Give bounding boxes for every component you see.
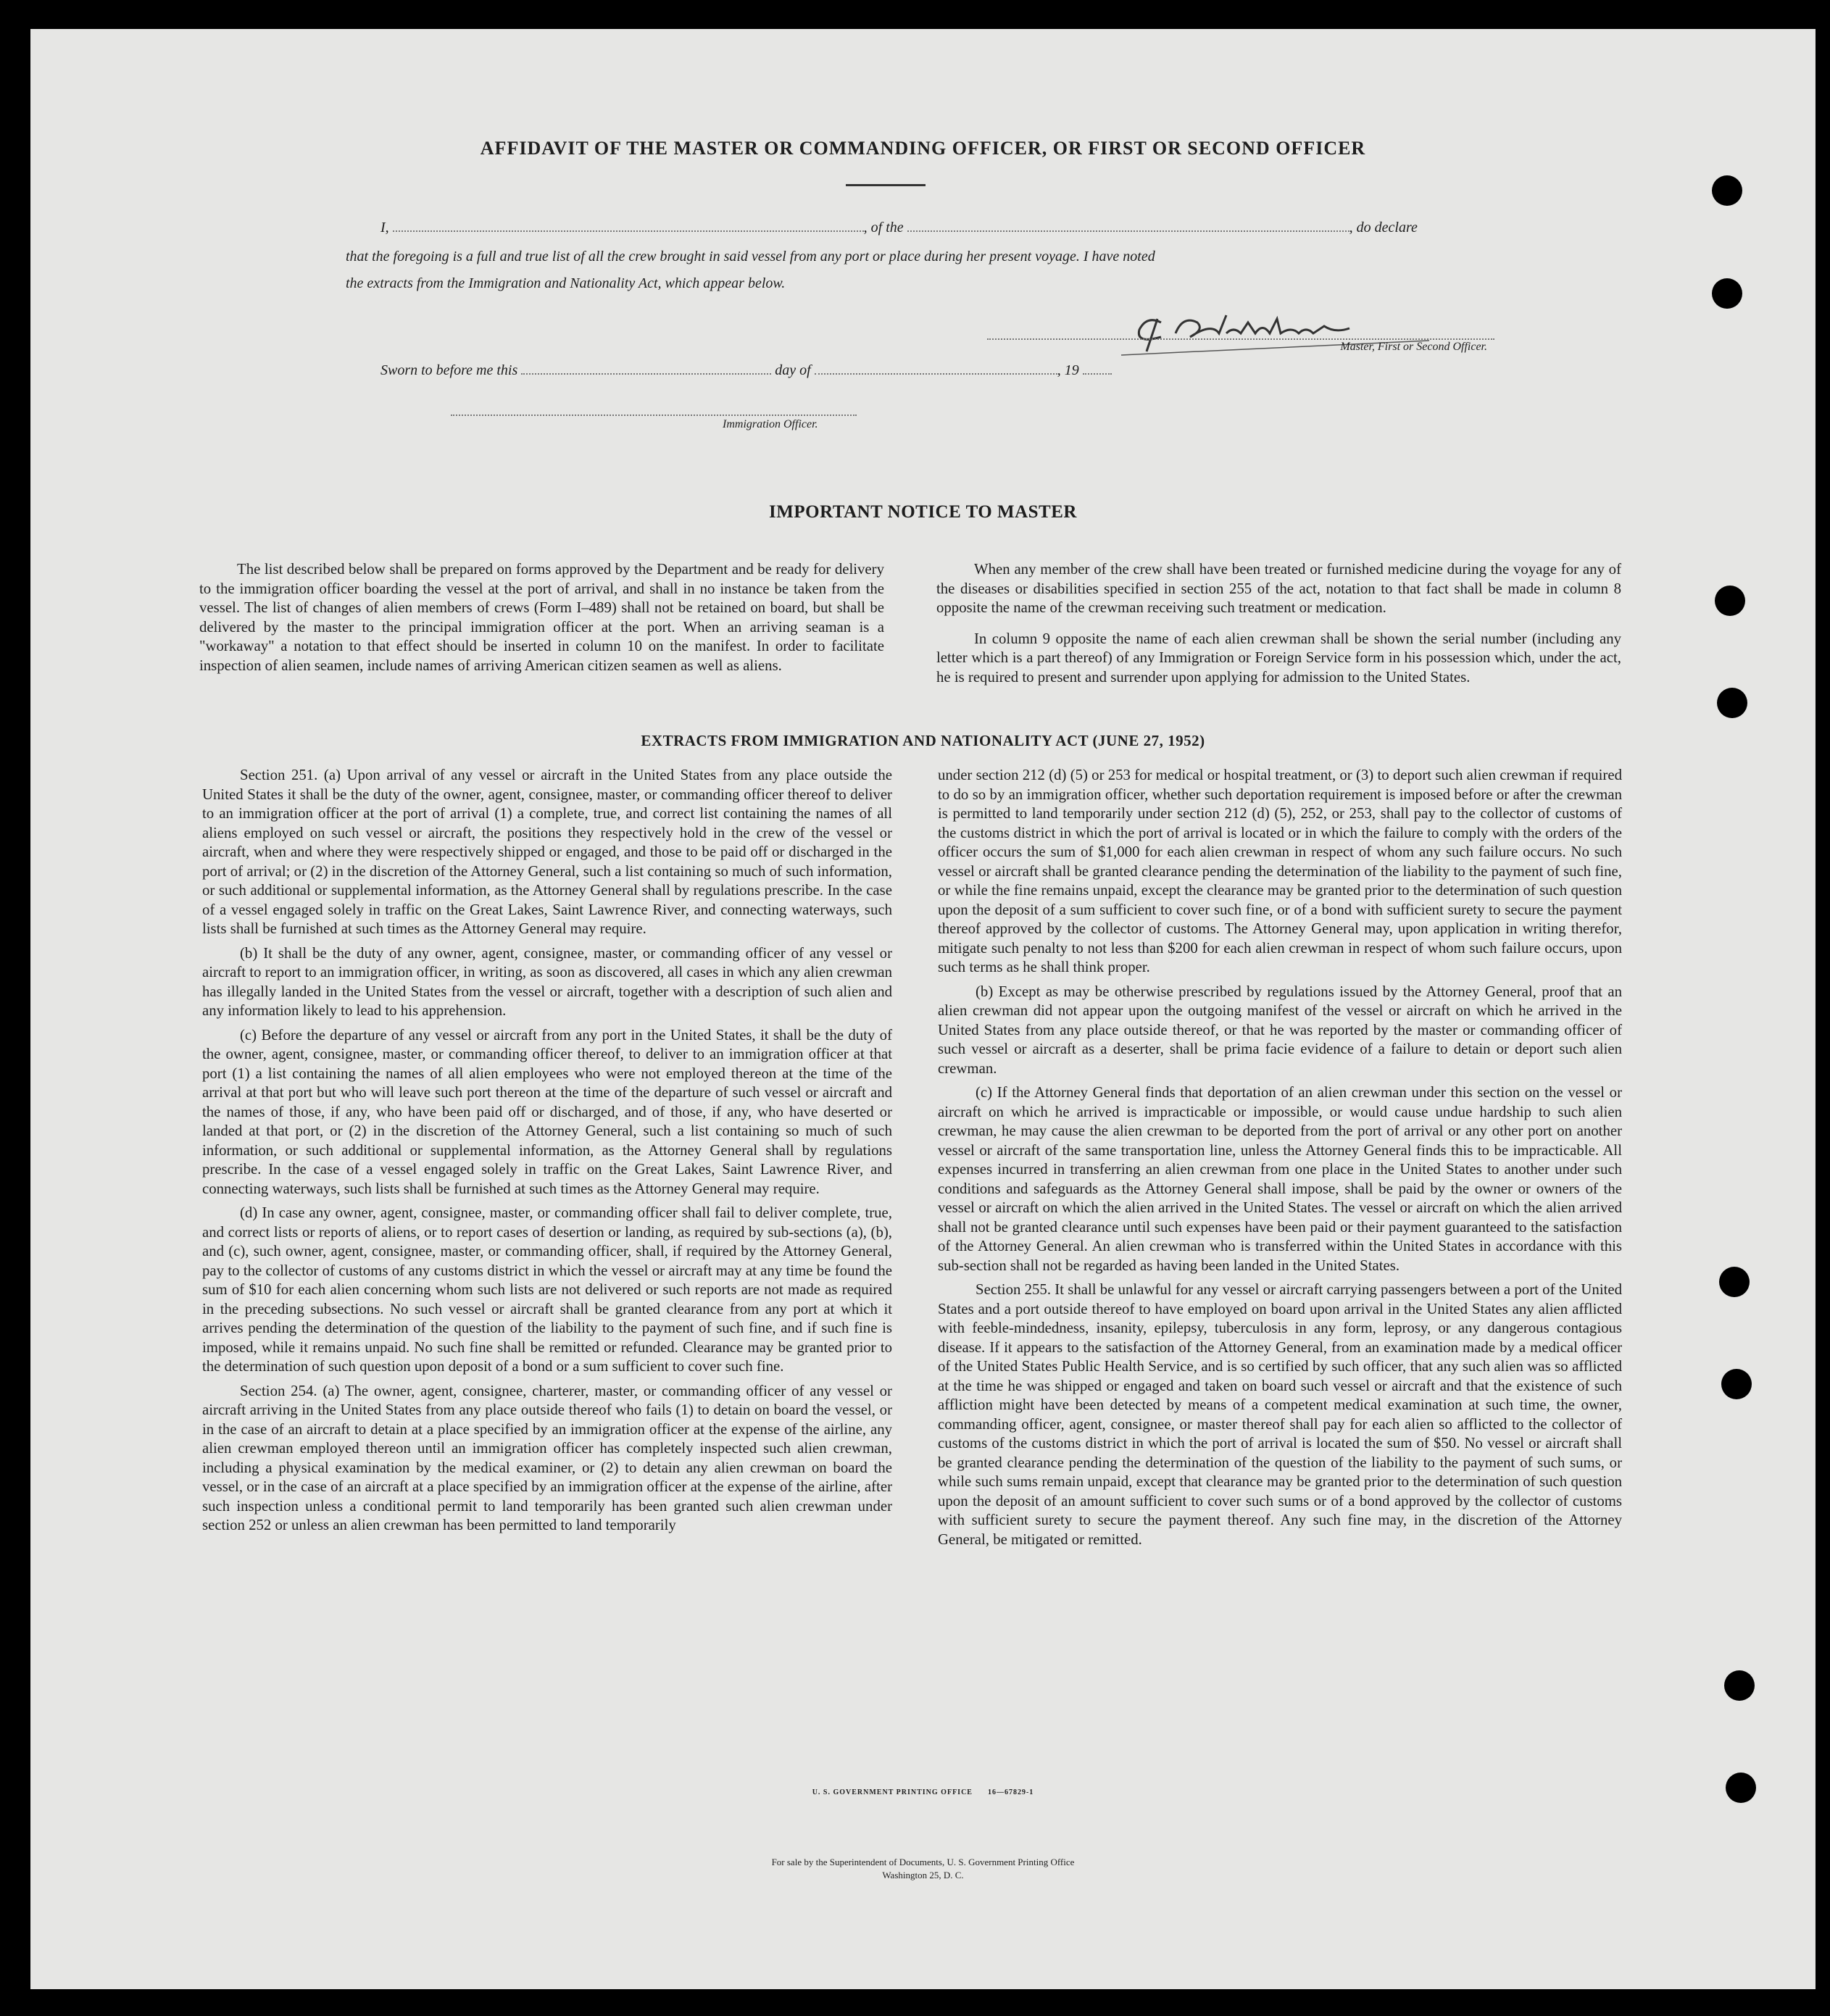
declaration-line-3: the extracts from the Immigration and Nationality Act, which appear below. <box>346 275 786 291</box>
officer-caption: Immigration Officer. <box>723 418 818 430</box>
extracts-right-column <box>938 766 1622 1554</box>
title-rule <box>846 184 926 186</box>
binder-hole-7 <box>1724 1670 1755 1701</box>
binder-hole-1 <box>1712 175 1742 206</box>
notice-right <box>936 560 1621 692</box>
declaration-line-2: that the foregoing is a full and true list of all the crew brought in said vessel from any port or place during her present voyage. I have noted <box>346 249 1155 265</box>
declaration-do-declare: , do declare <box>1349 220 1418 236</box>
declaration-line-1 <box>380 220 1493 236</box>
sworn-text: Sworn to before me this <box>380 362 518 378</box>
printer-imprint: U. S. GOVERNMENT PRINTING OFFICE 16—67829-1 <box>812 1788 1034 1796</box>
section-254-a-continued: under section 212 (d) (5) or 253 for medical or hospital treatment, or (3) to deport such alien crewman if required to do so by an immigration officer, whether such deportation requirement is imposed before or after the crewman is permitted to land temporarily under section 212 (d) (5), 252, or 253, shall pay to the collector of customs of the customs district in which the port of arrival is located or in which the failure to comply with the orders of the officer occurs the sum of $1,000 for each alien crewman in respect of whom any such failure occurs. No such vessel or aircraft shall be granted clearance pending the determination of the liability to the payment of such fine, or while the fine remains unpaid, except the clearance may be granted prior to the determination of such question upon the deposit of a sum sufficient to cover such fine, or of a bond with sufficient surety to secure the payment thereof approved by the collector of customs. The Attorney General may, upon application in writing therefor, mitigate such penalty to not less than $200 for each alien crewman in respect of whom such failure occurs, upon such terms as he shall think proper. <box>938 767 1622 975</box>
section-254-c: (c) If the Attorney General finds that deportation of an alien crewman under this section on the vessel or aircraft on which he arrived is impracticable or impossible, or would cause undue hardship to such alien crewman, he may cause the alien crewman to be deported from the port of arrival or any other port on another vessel or aircraft of the same transportation line, unless the Attorney General finds this to be impracticable. All expenses incurred in transferring an alien crewman from one place in the United States to another under such conditions and safeguards as the Attorney General shall impose, shall be paid by the owner or owners of the vessel or aircraft on which the alien arrived in the United States. The vessel or aircraft on which the alien arrived shall not be granted clearance until such expenses have been paid or their payment guaranteed to the satisfaction of the Attorney General. An alien crewman who is transferred within the United States in accordance with this sub-section shall not be regarded as having been landed in the United States. <box>938 1084 1622 1274</box>
sworn-date-blank <box>521 373 771 375</box>
extracts-left-column <box>202 766 892 1541</box>
section-251-c: (c) Before the departure of any vessel or aircraft from any port in the United States, it shall be the duty of the owner, agent, consignee, master, or commanding officer thereof, to deliver to an immigration officer at that port (1) a list containing the names of all alien employees who were not employed thereon at the time of the arrival at that port but who will leave such port thereon at the time of the departure of such vessel or aircraft and the names of those, if any, who have been paid off or discharged, and of those, if any, who have deserted or landed at that port, or (2) in the discretion of the Attorney General, such a list containing so much of such information, or such additional or supplemental information, as the Attorney General shall by regulations prescribe. In the case of a vessel engaged solely in traffic on the Great Lakes, Saint Lawrence River, and connecting waterways, such lists shall be furnished at such times as the Attorney General may require. <box>202 1026 892 1197</box>
section-251-d: (d) In case any owner, agent, consignee, master, or commanding officer shall fail to deliver complete, true, and correct lists or reports of aliens, or to report cases of desertion or landing, as required by sub-sections (a), (b), and (c), such owner, agent, consignee, master, or commanding officer, shall, if required by the Attorney General, pay to the collector of customs of any customs district in which the vessel or aircraft may at any time be found the sum of $10 for each alien concerning whom such lists are not delivered or such reports are not made as required in the preceding subsections. No such vessel or aircraft shall be granted clearance from any port at which it arrives pending the determination of the question of the liability to the payment of such fine, and if such fine is imposed, while it remains unpaid. No such fine shall be remitted or refunded. Clearance may be granted prior to the determination of such question upon deposit of a bond or a sum sufficient to cover such fine. <box>202 1204 892 1375</box>
binder-hole-2 <box>1712 278 1742 309</box>
affidavit-title: AFFIDAVIT OF THE MASTER OR COMMANDING OFFICER, OR FIRST OR SECOND OFFICER <box>480 138 1366 159</box>
notice-title: IMPORTANT NOTICE TO MASTER <box>769 502 1077 522</box>
document-page <box>30 29 1816 1989</box>
section-254-b: (b) Except as may be otherwise prescribed by regulations issued by the Attorney General, proof that an alien crewman did not appear upon the outgoing manifest of the vessel or aircraft on which he arrived in the United States from any place outside thereof, or that he was reported by the master or commanding officer of such vessel or aircraft as a deserter, shall be prima facie evidence of a failure to detain or deport such alien crewman. <box>938 983 1622 1077</box>
notice-right-paragraph-1: When any member of the crew shall have been treated or furnished medicine during the voyage for any of the diseases or disabilities specified in section 255 of the act, notation to that fact shall be made in column 8 opposite the name of the crewman receiving such treatment or medication. <box>936 561 1621 616</box>
vessel-blank <box>907 230 1349 232</box>
section-251-b: (b) It shall be the duty of any owner, agent, consignee, master, or commanding officer of any vessel or aircraft to report to an immigration officer, in writing, as soon as discovered, all cases in which any alien crewman has illegally landed in the United States from the vessel or aircraft, together with a description of such alien and any information likely to lead to his apprehension. <box>202 944 892 1019</box>
binder-hole-4 <box>1717 688 1747 718</box>
extracts-title: EXTRACTS FROM IMMIGRATION AND NATIONALITY ACT (JUNE 27, 1952) <box>641 732 1205 749</box>
section-254-a: Section 254. (a) The owner, agent, consignee, charterer, master, or commanding officer of any vessel or aircraft arriving in the United States from any place outside thereof who fails (1) to detain on board the vessel, or in the case of an aircraft to detain at a place specified by an immigration officer at the expense of the airline, any alien crewman employed thereon until an immigration officer has completely inspected such alien crewman, including a physical examination by the medical examiner, or (2) to detain any alien crewman on board the vessel, or in the case of an aircraft at a place specified by an immigration officer at the expense of the airline, after such inspection unless a conditional permit to land temporarily has been granted such alien crewman under section 252 or unless an alien crewman has been permitted to land temporarily <box>202 1382 892 1533</box>
binder-hole-6 <box>1721 1369 1752 1399</box>
sale-notice-line-1: For sale by the Superintendent of Documents, U. S. Government Printing Office <box>771 1857 1075 1867</box>
declaration-of-the: , of the <box>863 220 904 236</box>
section-251-a: Section 251. (a) Upon arrival of any vessel or aircraft in the United States from any place outside the United States it shall be the duty of the owner, agent, consignee, master, or commanding officer thereof to deliver to an immigration officer at the port of arrival (1) a complete, true, and correct list containing the names of all aliens employed on such vessel or aircraft, the positions they respectively hold in the crew of the vessel or aircraft, when and where they were respectively shipped or engaged, and those to be paid off or discharged in the port of arrival; or (2) in the discretion of the Attorney General, such a list containing so much of such information, or such additional or supplemental information, as the Attorney General shall by regulations prescribe. In the case of a vessel engaged solely in traffic on the Great Lakes, Saint Lawrence River, and connecting waterways, such lists shall be furnished at such times as the Attorney General may require. <box>202 767 892 937</box>
master-caption: Master, First or Second Officer. <box>1340 341 1487 353</box>
sworn-day-of: day of <box>775 362 811 378</box>
officer-signature-line <box>451 415 857 416</box>
notice-left <box>199 560 884 680</box>
sworn-line <box>380 362 1250 379</box>
sworn-year: , 19 <box>1057 362 1079 378</box>
signature-line <box>987 338 1494 340</box>
sale-notice-line-2: Washington 25, D. C. <box>882 1870 964 1880</box>
sworn-year-blank <box>1083 373 1112 375</box>
binder-hole-5 <box>1719 1267 1750 1297</box>
sworn-month-blank <box>815 373 1057 375</box>
binder-hole-3 <box>1715 586 1745 616</box>
section-255: Section 255. It shall be unlawful for any vessel or aircraft carrying passengers between a port of the United States and a port outside thereof to have employed on board upon arrival in the United States any alien afflicted with feeble-mindedness, insanity, epilepsy, tuberculosis in any form, leprosy, or any dangerous contagious disease. If it appears to the satisfaction of the Attorney General, from an examination made by a medical officer of the United States Public Health Service, and is so certified by such officer, that any such alien was so afflicted at the time he was shipped or engaged and taken on board such vessel or aircraft and that the existence of such affliction might have been detected by means of a competent medical examination at such time, the owner, commanding officer, agent, consignee, or master thereof shall pay for each alien so afflicted to the collector of customs of the customs district in which the port of arrival is located the sum of $50. No vessel or aircraft shall be granted clearance pending the determination of the question of the liability to the payment of such sums, or while such sums remain unpaid, except that clearance may be granted prior to the determination of such question upon the deposit of an amount sufficient to cover such sums or of a bond approved by the collector of customs with sufficient surety to secure the payment thereof. Any such fine may, in the discretion of the Attorney General, be mitigated or remitted. <box>938 1281 1622 1548</box>
name-blank <box>393 230 864 232</box>
notice-left-paragraph: The list described below shall be prepared on forms approved by the Department and be ready for delivery to the immigration officer boarding the vessel at the port of arrival, and shall in no instance be taken from the vessel. The list of changes of alien members of crews (Form I–489) shall not be retained on board, but shall be delivered by the master to the principal immigration officer at the port. When an arriving seaman is a "workaway" a notation to that effect should be inserted in column 10 on the manifest. In order to facilitate inspection of alien seamen, include names of arriving American citizen seamen as well as aliens. <box>199 561 884 674</box>
notice-right-paragraph-2: In column 9 opposite the name of each alien crewman shall be shown the serial number (including any letter which is a part thereof) of any Immigration or Foreign Service form in his possession which, under the act, he is required to present and surrender upon applying for admission to the United States. <box>936 630 1621 686</box>
declaration-i: I, <box>380 220 389 236</box>
binder-hole-8 <box>1726 1773 1756 1803</box>
